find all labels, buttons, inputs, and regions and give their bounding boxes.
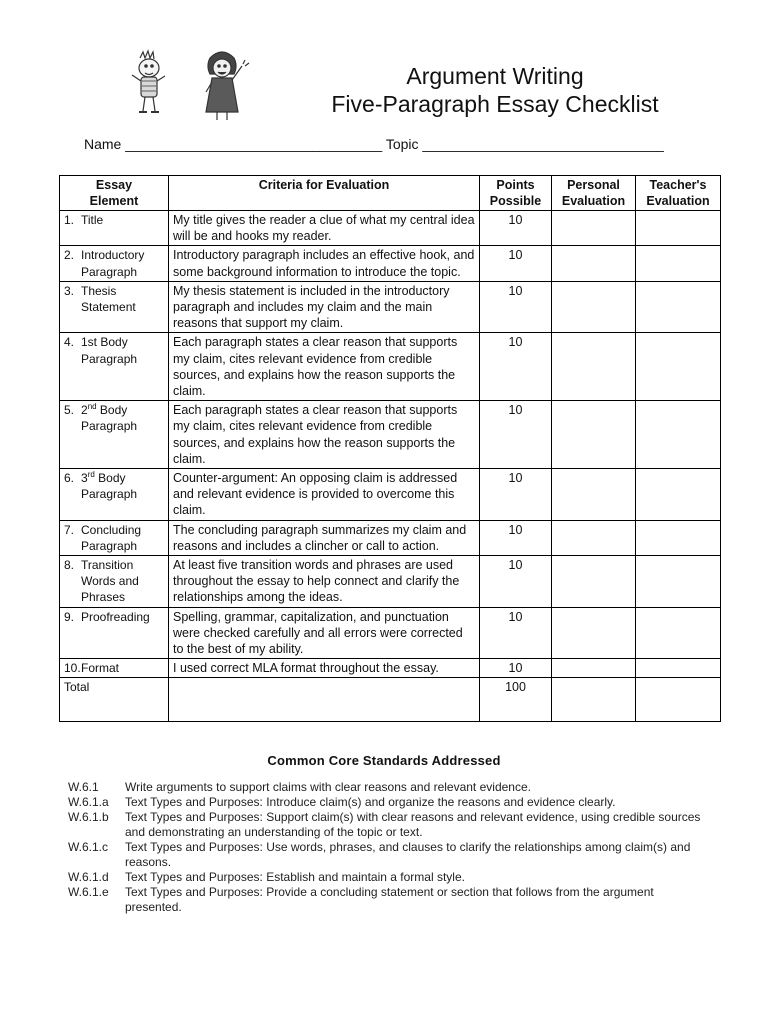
cartoon-illustration: [122, 48, 264, 124]
teacher-evaluation-cell[interactable]: [636, 607, 721, 659]
total-row: [60, 678, 721, 722]
title-line-1: Argument Writing: [406, 63, 584, 89]
table-row: [60, 333, 721, 401]
criteria-cell: My title gives the reader a clue of what my central idea will be and hooks my reader.: [169, 211, 480, 246]
total-points-cell: 100: [480, 678, 552, 722]
standard-item: [68, 780, 708, 795]
total-label-cell: Total: [60, 678, 169, 722]
standard-item: [68, 810, 708, 840]
points-cell: 10: [480, 281, 552, 333]
criteria-cell: Each paragraph states a clear reason that supports my claim, cites relevant evidence from credible sources, and explains how the reason supports the claim.: [169, 333, 480, 401]
standard-item: [68, 870, 708, 885]
header-essay-element: Essay Element: [60, 176, 169, 211]
points-cell: 10: [480, 246, 552, 281]
personal-evaluation-cell[interactable]: [552, 246, 636, 281]
points-cell: 10: [480, 659, 552, 678]
teacher-evaluation-cell[interactable]: [636, 401, 721, 469]
teacher-evaluation-cell[interactable]: [636, 246, 721, 281]
points-cell: 10: [480, 333, 552, 401]
essay-element-cell: 9. Proofreading: [60, 607, 169, 659]
header-points-possible: Points Possible: [480, 176, 552, 211]
title-line-2: Five-Paragraph Essay Checklist: [331, 91, 659, 117]
standard-code: W.6.1.a: [68, 795, 109, 809]
points-cell: 10: [480, 520, 552, 555]
table-row: [60, 401, 721, 469]
table-row: [60, 469, 721, 521]
personal-evaluation-cell[interactable]: [552, 281, 636, 333]
standard-item: [68, 885, 708, 915]
criteria-cell: Counter-argument: An opposing claim is addressed and relevant evidence is provided to overcome this claim.: [169, 469, 480, 521]
criteria-cell: At least five transition words and phrases are used throughout the essay to help connect and clarify the relationships among the ideas.: [169, 556, 480, 608]
cartoon-girl: [206, 52, 249, 120]
criteria-cell: My thesis statement is included in the introductory paragraph and includes my claim and the main reasons that support my claim.: [169, 281, 480, 333]
standard-code: W.6.1: [68, 780, 99, 794]
table-header-row: [60, 176, 721, 211]
standard-text: Write arguments to support claims with clear reasons and relevant evidence.: [125, 780, 531, 794]
personal-evaluation-cell[interactable]: [552, 211, 636, 246]
criteria-cell: Each paragraph states a clear reason that supports my claim, cites relevant evidence from credible sources, and explains how the reason supports the claim.: [169, 401, 480, 469]
table-row: [60, 281, 721, 333]
criteria-cell: I used correct MLA format throughout the essay.: [169, 659, 480, 678]
essay-element-cell: 4. 1st Body Paragraph: [60, 333, 169, 401]
standards-list: [68, 780, 708, 915]
standard-text: Text Types and Purposes: Use words, phrases, and clauses to clarify the relationships among claim(s) and reasons.: [125, 840, 691, 869]
criteria-cell: The concluding paragraph summarizes my claim and reasons and includes a clincher or call to action.: [169, 520, 480, 555]
page-title: [300, 62, 690, 118]
points-cell: 10: [480, 401, 552, 469]
table-row: [60, 607, 721, 659]
topic-label: Topic: [385, 136, 419, 152]
name-blank[interactable]: _________________________________: [125, 136, 383, 152]
personal-evaluation-cell[interactable]: [552, 607, 636, 659]
points-cell: 10: [480, 211, 552, 246]
cartoon-boy: [132, 51, 165, 112]
header-personal-evaluation: Personal Evaluation: [552, 176, 636, 211]
table-row: [60, 659, 721, 678]
criteria-cell: Spelling, grammar, capitalization, and punctuation were checked carefully and all errors were corrected to the best of my ability.: [169, 607, 480, 659]
points-cell: 10: [480, 469, 552, 521]
total-personal-evaluation-cell[interactable]: [552, 678, 636, 722]
essay-element-cell: 7. Concluding Paragraph: [60, 520, 169, 555]
standard-item: [68, 795, 708, 810]
essay-element-cell: 8. Transition Words and Phrases: [60, 556, 169, 608]
essay-element-cell: 6. 3rd Body Paragraph: [60, 469, 169, 521]
header-teacher-evaluation: Teacher's Evaluation: [636, 176, 721, 211]
standard-text: Text Types and Purposes: Provide a concluding statement or section that follows from the argument presented.: [125, 885, 654, 914]
teacher-evaluation-cell[interactable]: [636, 281, 721, 333]
standard-code: W.6.1.b: [68, 810, 109, 824]
points-cell: 10: [480, 556, 552, 608]
teacher-evaluation-cell[interactable]: [636, 333, 721, 401]
teacher-evaluation-cell[interactable]: [636, 659, 721, 678]
essay-element-cell: 1. Title: [60, 211, 169, 246]
essay-element-cell: 2. Introductory Paragraph: [60, 246, 169, 281]
teacher-evaluation-cell[interactable]: [636, 556, 721, 608]
standard-code: W.6.1.e: [68, 885, 109, 899]
total-criteria-cell: [169, 678, 480, 722]
personal-evaluation-cell[interactable]: [552, 401, 636, 469]
standards-heading: Common Core Standards Addressed: [267, 753, 501, 768]
essay-element-cell: 5. 2nd Body Paragraph: [60, 401, 169, 469]
standard-code: W.6.1.c: [68, 840, 109, 854]
name-label: Name: [84, 136, 122, 152]
standard-code: W.6.1.d: [68, 870, 109, 884]
standard-text: Text Types and Purposes: Establish and maintain a formal style.: [125, 870, 465, 884]
table-row: [60, 520, 721, 555]
personal-evaluation-cell[interactable]: [552, 333, 636, 401]
points-cell: 10: [480, 607, 552, 659]
topic-blank[interactable]: _______________________________: [422, 136, 664, 152]
personal-evaluation-cell[interactable]: [552, 659, 636, 678]
table-row: [60, 246, 721, 281]
essay-element-cell: 10.Format: [60, 659, 169, 678]
essay-element-cell: 3. Thesis Statement: [60, 281, 169, 333]
criteria-cell: Introductory paragraph includes an effective hook, and some background information to introduce the topic.: [169, 246, 480, 281]
teacher-evaluation-cell[interactable]: [636, 520, 721, 555]
personal-evaluation-cell[interactable]: [552, 469, 636, 521]
table-row: [60, 556, 721, 608]
personal-evaluation-cell[interactable]: [552, 520, 636, 555]
personal-evaluation-cell[interactable]: [552, 556, 636, 608]
teacher-evaluation-cell[interactable]: [636, 211, 721, 246]
standard-item: [68, 840, 708, 870]
table-row: [60, 211, 721, 246]
checklist-table: [59, 175, 721, 722]
header-criteria: Criteria for Evaluation: [169, 176, 480, 211]
name-topic-row: [84, 136, 664, 152]
standard-text: Text Types and Purposes: Support claim(s) with clear reasons and relevant evidence, using credible sources and demonstrating an understanding of the topic or text.: [125, 810, 701, 839]
total-teacher-evaluation-cell[interactable]: [636, 678, 721, 722]
teacher-evaluation-cell[interactable]: [636, 469, 721, 521]
standard-text: Text Types and Purposes: Introduce claim(s) and organize the reasons and evidence clearly.: [125, 795, 616, 809]
